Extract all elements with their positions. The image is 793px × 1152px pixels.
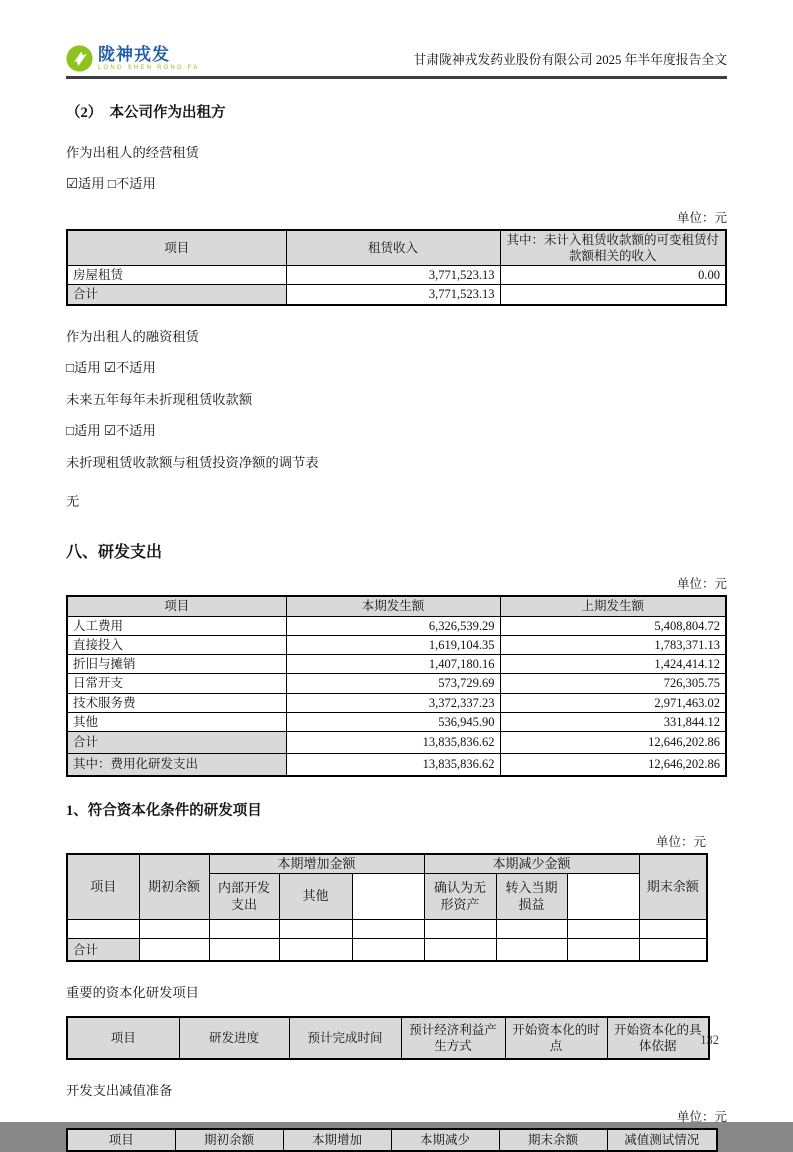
table-cell: 13,835,836.62 (286, 732, 500, 754)
logo-text (98, 46, 199, 71)
rd-expenditure-table (66, 595, 727, 776)
table-row (67, 693, 726, 712)
column-header: 其他 (279, 874, 352, 920)
table-cell (139, 920, 209, 939)
column-header: 期初余额 (175, 1129, 283, 1151)
table-cell: 合计 (67, 732, 286, 754)
column-header: 转入当期损益 (496, 874, 567, 920)
future-receipts-label: 未来五年每年未折现租赁收款额 (66, 391, 253, 407)
table-cell (567, 920, 639, 939)
capitalized-rd-table (66, 853, 708, 962)
table-cell (279, 920, 352, 939)
table-cell (424, 939, 496, 961)
table-cell: 1,424,414.12 (500, 655, 726, 674)
column-group-header: 本期增加金额 (209, 854, 424, 874)
column-header: 本期增加 (283, 1129, 391, 1151)
future-receipts-applicable: □适用 ☑不适用 (66, 423, 156, 439)
header-divider (66, 76, 727, 79)
important-capitalized-label: 重要的资本化研发项目 (66, 984, 199, 1000)
table-cell: 2,971,463.02 (500, 693, 726, 712)
table-cell: 合计 (67, 285, 286, 305)
table-total-row (67, 939, 707, 961)
table-cell: 1,783,371.13 (500, 635, 726, 654)
table-cell: 技术服务费 (67, 693, 286, 712)
column-header: 减值测试情况 (607, 1129, 717, 1151)
operating-lease-label: 作为出租人的经营租赁 (66, 144, 199, 160)
column-header: 本期发生额 (286, 596, 500, 616)
page-number: 132 (700, 1033, 719, 1047)
table-header-row (67, 854, 707, 874)
table-row (67, 712, 726, 731)
company-logo (66, 45, 199, 72)
table-cell: 12,646,202.86 (500, 754, 726, 776)
column-header: 研发进度 (179, 1017, 289, 1059)
table-total-row (67, 285, 726, 305)
logo-brand-en: LONG SHEN RONG FA (98, 65, 200, 71)
impairment-table (66, 1128, 718, 1152)
column-header: 期末余额 (499, 1129, 607, 1151)
table-cell: 331,844.12 (500, 712, 726, 731)
table-cell (139, 939, 209, 961)
table-header-row (67, 1129, 717, 1151)
column-group-header: 本期减少金额 (424, 854, 639, 874)
table-cell (209, 920, 279, 939)
table-cell: 3,372,337.23 (286, 693, 500, 712)
table-cell (424, 920, 496, 939)
none-label: 无 (66, 493, 80, 509)
table-cell (496, 920, 567, 939)
table-cell (496, 939, 567, 961)
column-header: 项目 (67, 1129, 175, 1151)
table-header-row (67, 596, 726, 616)
unit-label: 单位：元 (676, 1110, 727, 1125)
table-cell: 3,771,523.13 (286, 266, 500, 285)
section-heading-rd: 八、研发支出 (66, 544, 163, 562)
table-cell: 5,408,804.72 (500, 616, 726, 635)
table-cell: 6,326,539.29 (286, 616, 500, 635)
table-header-row (67, 230, 726, 266)
impairment-label: 开发支出减值准备 (66, 1083, 173, 1099)
table-cell: 人工费用 (67, 616, 286, 635)
table-row (67, 655, 726, 674)
table-header-row (67, 1017, 709, 1059)
table-cell: 3,771,523.13 (286, 285, 500, 305)
unit-label: 单位：元 (676, 577, 727, 592)
finance-lease-applicable: □适用 ☑不适用 (66, 360, 156, 376)
table-cell (500, 285, 726, 305)
section-heading-lessor: （2） 本公司作为出租方 (66, 104, 226, 121)
table-cell: 其他 (67, 712, 286, 731)
column-header: 项目 (67, 230, 286, 266)
table-row (67, 616, 726, 635)
logo-icon (66, 45, 93, 72)
table-cell: 其中：费用化研发支出 (67, 754, 286, 776)
table-row (67, 635, 726, 654)
column-header: 项目 (67, 854, 139, 920)
document-title: 甘肃陇神戎发药业股份有限公司 2025 年半年度报告全文 (413, 53, 727, 67)
table-cell (209, 939, 279, 961)
column-header: 开始资本化的时点 (505, 1017, 607, 1059)
column-header: 项目 (67, 596, 286, 616)
table-cell: 合计 (67, 939, 139, 961)
table-cell: 房屋租赁 (67, 266, 286, 285)
column-header: 期初余额 (139, 854, 209, 920)
section-heading-capitalized: 1、符合资本化条件的研发项目 (66, 802, 262, 819)
table-row (67, 674, 726, 693)
table-cell: 573,729.69 (286, 674, 500, 693)
table-cell: 12,646,202.86 (500, 732, 726, 754)
operating-lease-table (66, 229, 727, 306)
table-cell: 直接投入 (67, 635, 286, 654)
table-cell: 536,945.90 (286, 712, 500, 731)
column-header: 预计完成时间 (289, 1017, 401, 1059)
table-cell: 日常开支 (67, 674, 286, 693)
table-total-row (67, 732, 726, 754)
column-header-blank (352, 874, 424, 920)
finance-lease-label: 作为出租人的融资租赁 (66, 328, 199, 344)
table-cell (567, 939, 639, 961)
table-cell: 折旧与摊销 (67, 655, 286, 674)
column-header: 其中：未计入租赁收款额的可变租赁付款额相关的收入 (500, 230, 726, 266)
table-cell (67, 920, 139, 939)
table-cell (639, 939, 707, 961)
table-cell: 1,619,104.35 (286, 635, 500, 654)
unit-label: 单位：元 (655, 834, 706, 849)
table-cell (352, 939, 424, 961)
column-header: 内部开发支出 (209, 874, 279, 920)
column-header: 本期减少 (391, 1129, 499, 1151)
table-row (67, 266, 726, 285)
table-cell (639, 920, 707, 939)
column-header: 上期发生额 (500, 596, 726, 616)
column-header: 确认为无形资产 (424, 874, 496, 920)
column-header: 租赁收入 (286, 230, 500, 266)
column-header: 开始资本化的具体依据 (607, 1017, 709, 1059)
important-rd-projects-table (66, 1016, 710, 1060)
table-cell (279, 939, 352, 961)
column-header: 项目 (67, 1017, 179, 1059)
table-cell: 726,305.75 (500, 674, 726, 693)
page-header (66, 0, 727, 72)
column-header: 预计经济利益产生方式 (401, 1017, 505, 1059)
table-row (67, 920, 707, 939)
logo-brand-cn: 陇神戎发 (98, 45, 170, 64)
column-header-blank (567, 874, 639, 920)
table-cell: 13,835,836.62 (286, 754, 500, 776)
table-cell (352, 920, 424, 939)
column-header: 期末余额 (639, 854, 707, 920)
table-cell: 1,407,180.16 (286, 655, 500, 674)
table-cell: 0.00 (500, 266, 726, 285)
reconciliation-label: 未折现租赁收款额与租赁投资净额的调节表 (66, 455, 319, 471)
unit-label: 单位：元 (676, 210, 727, 225)
operating-lease-applicable: ☑适用 □不适用 (66, 176, 156, 192)
table-total-row (67, 754, 726, 776)
